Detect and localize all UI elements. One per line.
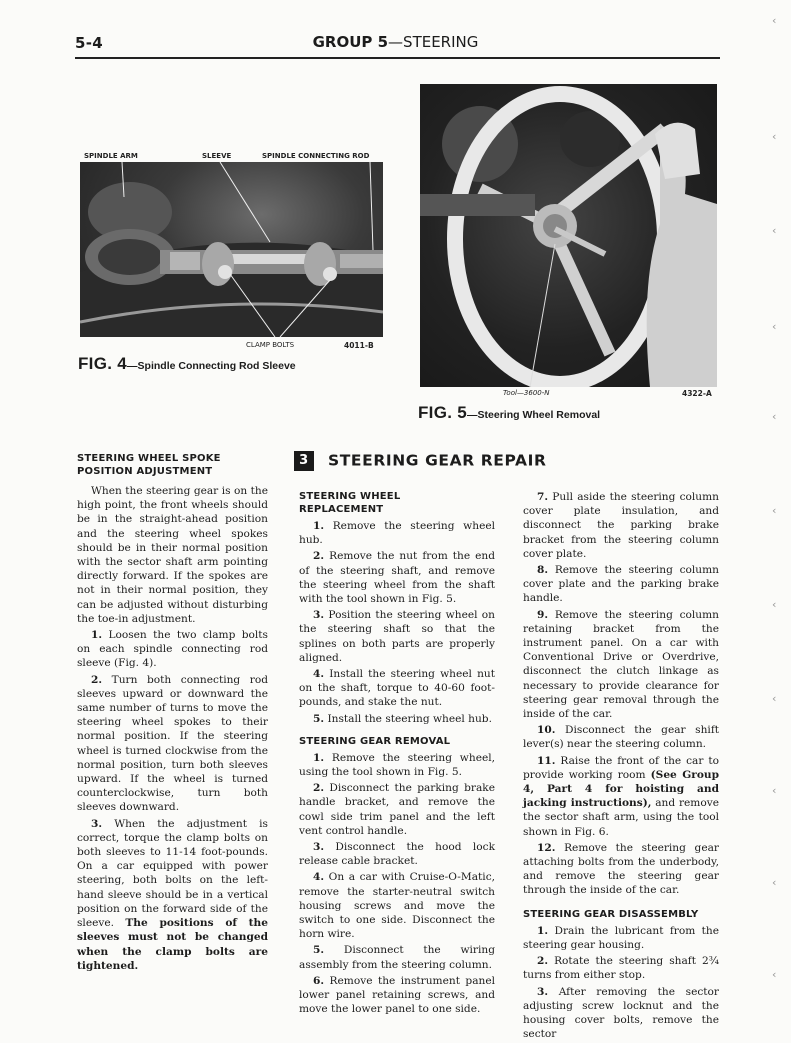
step-item: 6. Remove the instrument panel lower panel retaining screws, and move the lower panel to one side. <box>299 974 496 1016</box>
warning-text: The positions of the sleeves must not be changed when the clamp bolts are tightened. <box>77 917 268 972</box>
step-item: 10. Disconnect the gear shift lever(s) near the steering column. <box>523 724 719 751</box>
paragraph-intro: When the steering gear is on the high point, the front wheels should be in the straight-ahead position and the steering wheel spokes should be in their normal position with the sector shaft arm pointing directly forward. If the spokes are not in their normal position, they can be adjusted without disturbing the toe-in adjustment. <box>77 485 268 625</box>
label-sleeve: SLEEVE <box>202 152 232 160</box>
figure-5-code: 4322-A <box>682 389 712 398</box>
figure-4-caption <box>78 354 296 374</box>
step-item: 4. Install the steering wheel nut on the shaft, torque to 40-60 foot-pounds, and stake the nut. <box>299 668 495 709</box>
step-item: 1. Drain the lubricant from the steering gear housing. <box>523 924 720 951</box>
step-item: 7. Pull aside the steering column cover plate insulation, and disconnect the parking brake bracket from the steering column cover plate. <box>523 491 719 560</box>
margin-mark: ‹ <box>772 876 777 889</box>
heading-spoke-position: STEERING WHEEL SPOKE POSITION ADJUSTMENT <box>77 453 221 477</box>
margin-mark: ‹ <box>772 224 777 237</box>
section-heading <box>294 451 547 471</box>
margin-mark: ‹ <box>772 968 777 981</box>
margin-mark: ‹ <box>772 410 777 423</box>
step-item: 2. Remove the nut from the end of the steering shaft, and remove the steering wheel from the shaft with the tool shown in Fig. 5. <box>299 550 495 606</box>
group-subject: —STEERING <box>388 33 479 51</box>
step-item: 1. Loosen the two clamp bolts on each spindle connecting rod sleeve (Fig. 4). <box>77 629 268 670</box>
margin-mark: ‹ <box>772 320 777 333</box>
column-1 <box>77 452 268 975</box>
label-clamp-bolts: CLAMP BOLTS <box>246 341 295 349</box>
margin-mark: ‹ <box>772 692 777 705</box>
figure-5-photo <box>420 84 717 387</box>
step-item: 9. Remove the steering column retaining bracket from the instrument panel. On a car with Conventional Drive or Overdrive, disconnect the clutch linkage as necessary to provide clearance for steering gear removal through the inside of the car. <box>523 608 719 721</box>
margin-mark: ‹ <box>772 784 777 797</box>
heading-gear-disassembly: STEERING GEAR DISASSEMBLY <box>523 908 699 920</box>
step-item: 3. After removing the sector adjusting screw locknut and the housing cover bolts, remove the sector <box>523 985 719 1041</box>
step-item: 1. Remove the steering wheel, using the tool shown in Fig. 5. <box>299 751 495 779</box>
cross-reference: (See Group 4, Part 4 for hoisting and jacking instructions), <box>523 768 719 810</box>
step-item: 11. Raise the front of the car to provide working room (See Group 4, Part 4 for hoisting and jacking instructions), and remove the sector shaft arm, using the tool shown in Fig. 6. <box>523 754 719 838</box>
label-spindle-arm: SPINDLE ARM <box>84 152 138 160</box>
figure-4-title: —Spindle Connecting Rod Sleeve <box>127 360 296 372</box>
margin-mark: ‹ <box>772 14 777 27</box>
running-header <box>0 33 791 51</box>
column-3 <box>523 490 719 1043</box>
step-item: 5. Disconnect the wiring assembly from the steering column. <box>299 944 495 971</box>
figure-5-number: FIG. 5 <box>418 403 468 422</box>
page-number: 5-4 <box>75 34 103 52</box>
figure-5-tool-label: Tool—3600-N <box>503 389 550 397</box>
figure-4-number: FIG. 4 <box>78 354 128 373</box>
step-item: 1. Remove the steering wheel hub. <box>299 520 495 547</box>
figure-5-caption <box>418 403 600 423</box>
margin-mark: ‹ <box>772 504 777 517</box>
figure-4-code: 4011-B <box>344 341 374 350</box>
step-item: 4. On a car with Cruise-O-Matic, remove the starter-neutral switch housing screws and move the switch to one side. Disconnect the horn wire. <box>299 871 495 941</box>
margin-mark: ‹ <box>772 598 777 611</box>
step-item: 12. Remove the steering gear attaching bolts from the underbody, and remove the steering gear through the inside of the car. <box>523 841 719 897</box>
step-item: 8. Remove the steering column cover plate and the parking brake handle. <box>523 564 719 605</box>
step-item: 2. Disconnect the parking brake handle bracket, and remove the cowl side trim panel and the left vent control handle. <box>299 782 495 837</box>
step-item: 3. Disconnect the hood lock release cable bracket. <box>299 841 495 868</box>
step-item: 2. Rotate the steering shaft 2¾ turns from either stop. <box>523 955 719 982</box>
section-number-badge: 3 <box>294 451 314 471</box>
heading-gear-removal: STEERING GEAR REMOVAL <box>299 735 451 747</box>
heading-wheel-replacement: STEERING WHEEL REPLACEMENT <box>299 491 401 515</box>
step-item: 5. Install the steering wheel hub. <box>313 712 492 725</box>
step-item: 3. When the adjustment is correct, torque the clamp bolts on both sleeves to 11-14 foot-pounds. On a car equipped with power steering, both bolts on the left-hand sleeve should be in a vertical position on the forward side of the sleeve. The positions of the sleeves must not be changed when the clamp bolts are tightened. <box>77 817 268 972</box>
spindle-rod-illustration <box>80 162 383 337</box>
label-spindle-connecting-rod: SPINDLE CONNECTING ROD <box>262 152 370 160</box>
steering-wheel-illustration <box>420 84 717 387</box>
section-title: STEERING GEAR REPAIR <box>328 451 547 470</box>
margin-mark: ‹ <box>772 130 777 143</box>
column-2 <box>299 490 495 1019</box>
figure-4-photo <box>80 162 383 337</box>
group-label: GROUP 5 <box>312 33 389 51</box>
figure-5-title: —Steering Wheel Removal <box>467 409 601 421</box>
step-item: 3. Position the steering wheel on the steering shaft so that the splines on both parts are properly aligned. <box>299 609 495 664</box>
step-item: 2. Turn both connecting rod sleeves upward or downward the same number of turns to move the steering wheel spokes to their normal position. If the steering wheel is turned clockwise from the normal position, turn both sleeves upward. If the wheel is turned counterclockwise, turn both sleeves downward. <box>77 673 268 814</box>
header-rule <box>75 57 720 59</box>
